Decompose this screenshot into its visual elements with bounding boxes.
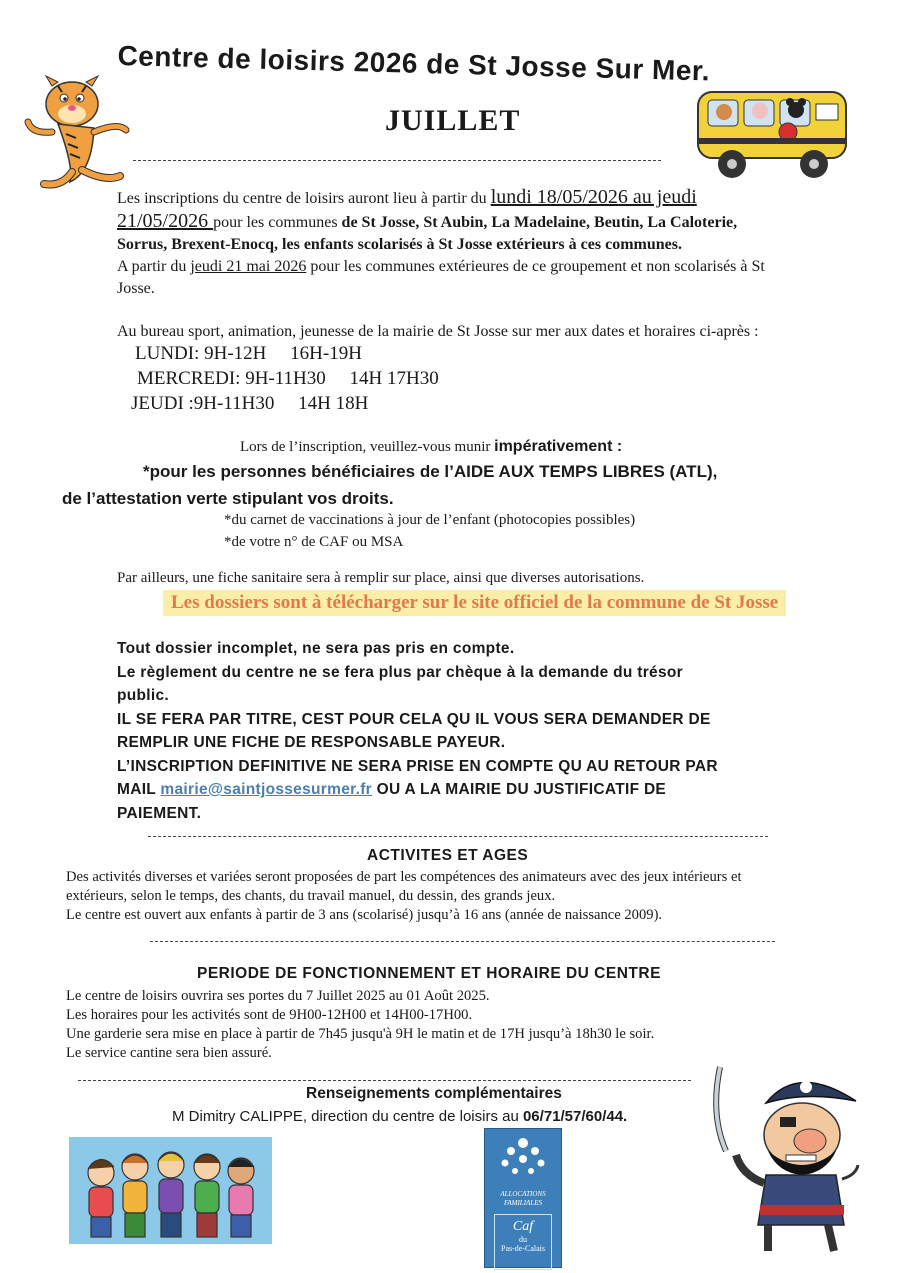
warnings-block [117, 637, 847, 825]
contact-line [172, 1108, 627, 1125]
periode-text: Une garderie sera mise en place à partir de 7h45 jusqu'à 9H le matin et de 17H jusqu’à 18h30 le soir. [66, 1026, 655, 1042]
schedule-thursday: JEUDI :9H-11H30 14H 18H [131, 393, 369, 414]
warning-definitive: PAIEMENT. [117, 804, 202, 822]
warning-titre: REMPLIR UNE FICHE DE RESPONSABLE PAYEUR. [117, 734, 506, 751]
vaccination-item: *du carnet de vaccinations à jour de l’enfant (photocopies possibles) [224, 512, 636, 528]
warning-definitive: L’INSCRIPTION DEFINITIVE NE SERA PRISE EN COMPTE QU AU RETOUR PAR [117, 757, 718, 775]
schedule-wednesday: MERCREDI: 9H-11H30 14H 17H30 [137, 368, 439, 389]
periode-paragraph [66, 987, 866, 1063]
inscriptions-text: Les inscriptions du centre de loisirs auront lieu à partir du [117, 190, 491, 207]
activites-text: extérieurs, selon le temps, des chants, du travail manuel, du dessin, des grands jeux. [66, 888, 556, 904]
communes-list: Sorrus, Brexent-Enocq, les enfants scolarisés à St Josse extérieurs à ces communes. [117, 236, 682, 253]
caf-family-icon [485, 1129, 561, 1185]
atl-attestation: de l’attestation verte stipulant vos droits. [62, 489, 394, 508]
documents-intro-emphasis: impérativement : [494, 438, 623, 455]
tigger-illustration [22, 72, 134, 190]
warning-payment: public. [117, 687, 170, 704]
external-date: jeudi 21 mai 2026 [190, 258, 307, 275]
page-title: Centre de loisirs 2026 de St Josse Sur Mer. [117, 40, 711, 87]
documents-intro [240, 438, 622, 456]
warning-definitive: MAIL [117, 781, 161, 798]
pirate-illustration [706, 1055, 866, 1255]
periode-text: Le centre de loisirs ouvrira ses portes du 7 Juillet 2025 au 01 Août 2025. [66, 988, 490, 1004]
inscriptions-text: Josse. [117, 280, 155, 297]
warning-titre: IL SE FERA PAR TITRE, CEST POUR CELA QU IL VOUS SERA DEMANDER DE [117, 710, 711, 728]
documents-intro-text: Lors de l’inscription, veuillez-vous munir [240, 439, 495, 455]
month-heading: JUILLET [385, 104, 521, 137]
warning-definitive: OU A LA MAIRIE DU JUSTIFICATIF DE [372, 781, 667, 798]
inscriptions-end-date: 21/05/2026 [117, 210, 214, 232]
caf-logo-text: ALLOCATIONS [500, 1190, 546, 1198]
periode-text: Les horaires pour les activités sont de 9H00-12H00 et 14H00-17H00. [66, 1007, 473, 1023]
contact-text: M Dimitry CALIPPE, direction du centre de loisirs au [172, 1108, 523, 1125]
children-illustration [69, 1137, 272, 1244]
inscriptions-text: pour les communes [213, 214, 342, 231]
caf-number-item: *de votre n° de CAF ou MSA [224, 534, 404, 550]
caf-logo [484, 1128, 562, 1268]
download-highlight: Les dossiers sont à télécharger sur le site officiel de la commune de St Josse [163, 590, 786, 616]
inscriptions-text: pour les communes extérieures de ce groupement et non scolarisés à St [306, 258, 765, 275]
divider [78, 1080, 691, 1081]
activites-text: Le centre est ouvert aux enfants à partir de 3 ans (scolarisé) jusqu’à 16 ans (année de naissance 2009). [66, 907, 663, 923]
activites-paragraph [66, 868, 866, 925]
bureau-intro: Au bureau sport, animation, jeunesse de la mairie de St Josse sur mer aux dates et horaires ci-après : [117, 323, 759, 340]
sanitaire-text: Par ailleurs, une fiche sanitaire sera à remplir sur place, ainsi que diverses autorisations. [117, 570, 645, 586]
schedule-monday: LUNDI: 9H-12H 16H-19H [135, 343, 362, 364]
atl-requirement: *pour les personnes bénéficiaires de l’AIDE AUX TEMPS LIBRES (ATL), [143, 462, 718, 481]
mairie-email-link[interactable]: mairie@saintjossesurmer.fr [160, 781, 372, 798]
caf-logo-text: Pas-de-Calais [501, 1244, 545, 1253]
communes-list: de St Josse, St Aubin, La Madelaine, Beutin, La Caloterie, [341, 214, 738, 231]
caf-logo-text: FAMILIALES [504, 1199, 542, 1207]
school-bus-illustration [690, 78, 855, 186]
inscriptions-dates: lundi 18/05/2026 au jeudi [490, 186, 697, 208]
periode-text: Le service cantine sera bien assuré. [66, 1045, 272, 1061]
periode-heading: PERIODE DE FONCTIONNEMENT ET HORAIRE DU CENTRE [197, 965, 661, 982]
caf-logo-text: du [519, 1235, 527, 1244]
warning-payment: Le règlement du centre ne se fera plus par chèque à la demande du trésor [117, 663, 683, 681]
inscriptions-paragraph [117, 186, 857, 300]
divider [133, 160, 661, 161]
contact-phone: 06/71/57/60/44. [522, 1108, 628, 1125]
warning-incomplete: Tout dossier incomplet, ne sera pas pris en compte. [117, 640, 515, 657]
caf-logo-text: Caf [512, 1219, 534, 1234]
divider [150, 941, 775, 942]
activites-text: Des activités diverses et variées seront proposées de part les compétences des animateurs avec des jeux intérieurs et [66, 869, 742, 885]
divider [148, 836, 768, 837]
inscriptions-text: A partir du [117, 258, 191, 275]
activites-heading: ACTIVITES ET AGES [367, 847, 529, 864]
renseignements-heading: Renseignements complémentaires [306, 1085, 562, 1102]
